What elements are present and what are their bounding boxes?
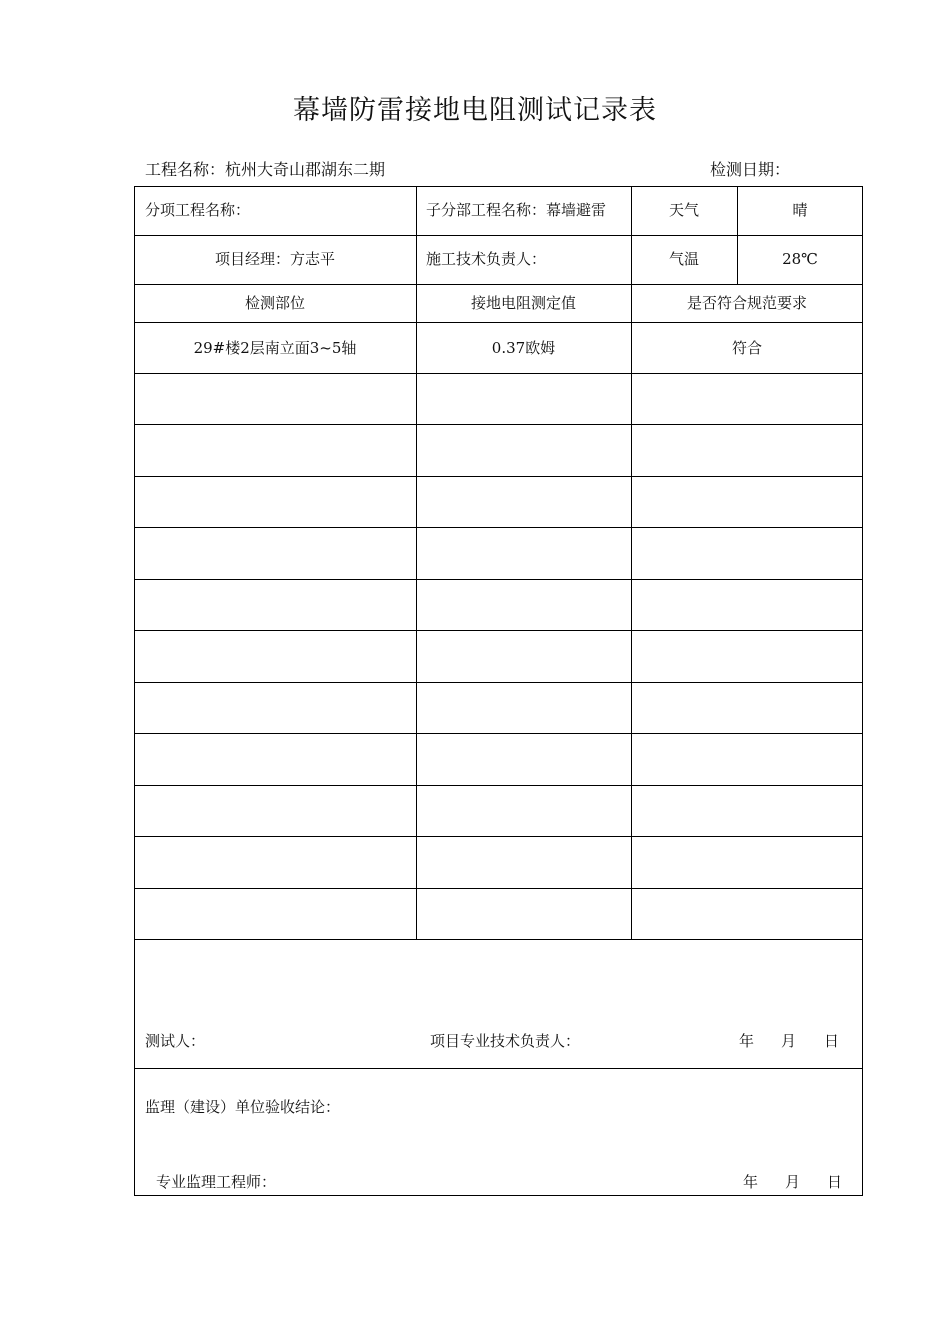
date-year: 年 [739, 1032, 755, 1050]
date-year: 年 [743, 1173, 759, 1191]
supervising-engineer-label: 专业监理工程师： [156, 1173, 277, 1191]
project-manager: 项目经理：方志平 [214, 250, 335, 268]
table-rule [416, 186, 417, 285]
table-rule [134, 1068, 863, 1069]
table-rule [134, 579, 863, 580]
table-cell-resistance: 0.37欧姆 [491, 339, 556, 357]
table-rule [134, 888, 863, 889]
date-month: 月 [785, 1173, 801, 1191]
tech-lead-label: 施工技术负责人： [426, 250, 547, 268]
supervision-conclusion-label: 监理（建设）单位验收结论： [145, 1098, 341, 1116]
temperature-label: 气温 [668, 250, 699, 268]
table-rule [134, 476, 863, 477]
table-rule [631, 186, 632, 285]
table-rule [134, 682, 863, 683]
table-rule [134, 527, 863, 528]
temperature-value: 28℃ [782, 250, 818, 268]
table-rule [134, 630, 863, 631]
table-rule [416, 284, 417, 940]
column-header: 检测部位 [244, 294, 305, 312]
page-title: 幕墙防雷接地电阻测试记录表 [293, 95, 657, 126]
column-header: 接地电阻测定值 [470, 294, 576, 312]
weather-label: 天气 [668, 201, 699, 219]
sub-division-label: 子分部工程名称：幕墙避雷 [426, 201, 607, 219]
table-rule [737, 186, 738, 285]
table-rule [134, 322, 863, 323]
table-rule [134, 373, 863, 374]
table-cell-compliance: 符合 [731, 339, 762, 357]
date-day: 日 [824, 1032, 840, 1050]
test-date-label: 检测日期： [710, 160, 791, 179]
table-rule [631, 284, 632, 940]
weather-value: 晴 [792, 201, 808, 219]
table-rule [134, 424, 863, 425]
project-tech-lead-label: 项目专业技术负责人： [430, 1032, 581, 1050]
table-rule [134, 785, 863, 786]
project-name-label: 工程名称：杭州大奇山郡湖东二期 [145, 160, 386, 179]
date-month: 月 [781, 1032, 797, 1050]
table-rule [134, 733, 863, 734]
table-cell-location: 29#楼2层南立面3~5轴 [193, 339, 357, 357]
date-day: 日 [827, 1173, 843, 1191]
sub-item-label: 分项工程名称： [145, 201, 251, 219]
table-rule [134, 939, 863, 940]
table-rule [134, 284, 863, 285]
tester-label: 测试人： [145, 1032, 206, 1050]
table-rule [134, 235, 863, 236]
column-header: 是否符合规范要求 [686, 294, 807, 312]
table-rule [134, 836, 863, 837]
